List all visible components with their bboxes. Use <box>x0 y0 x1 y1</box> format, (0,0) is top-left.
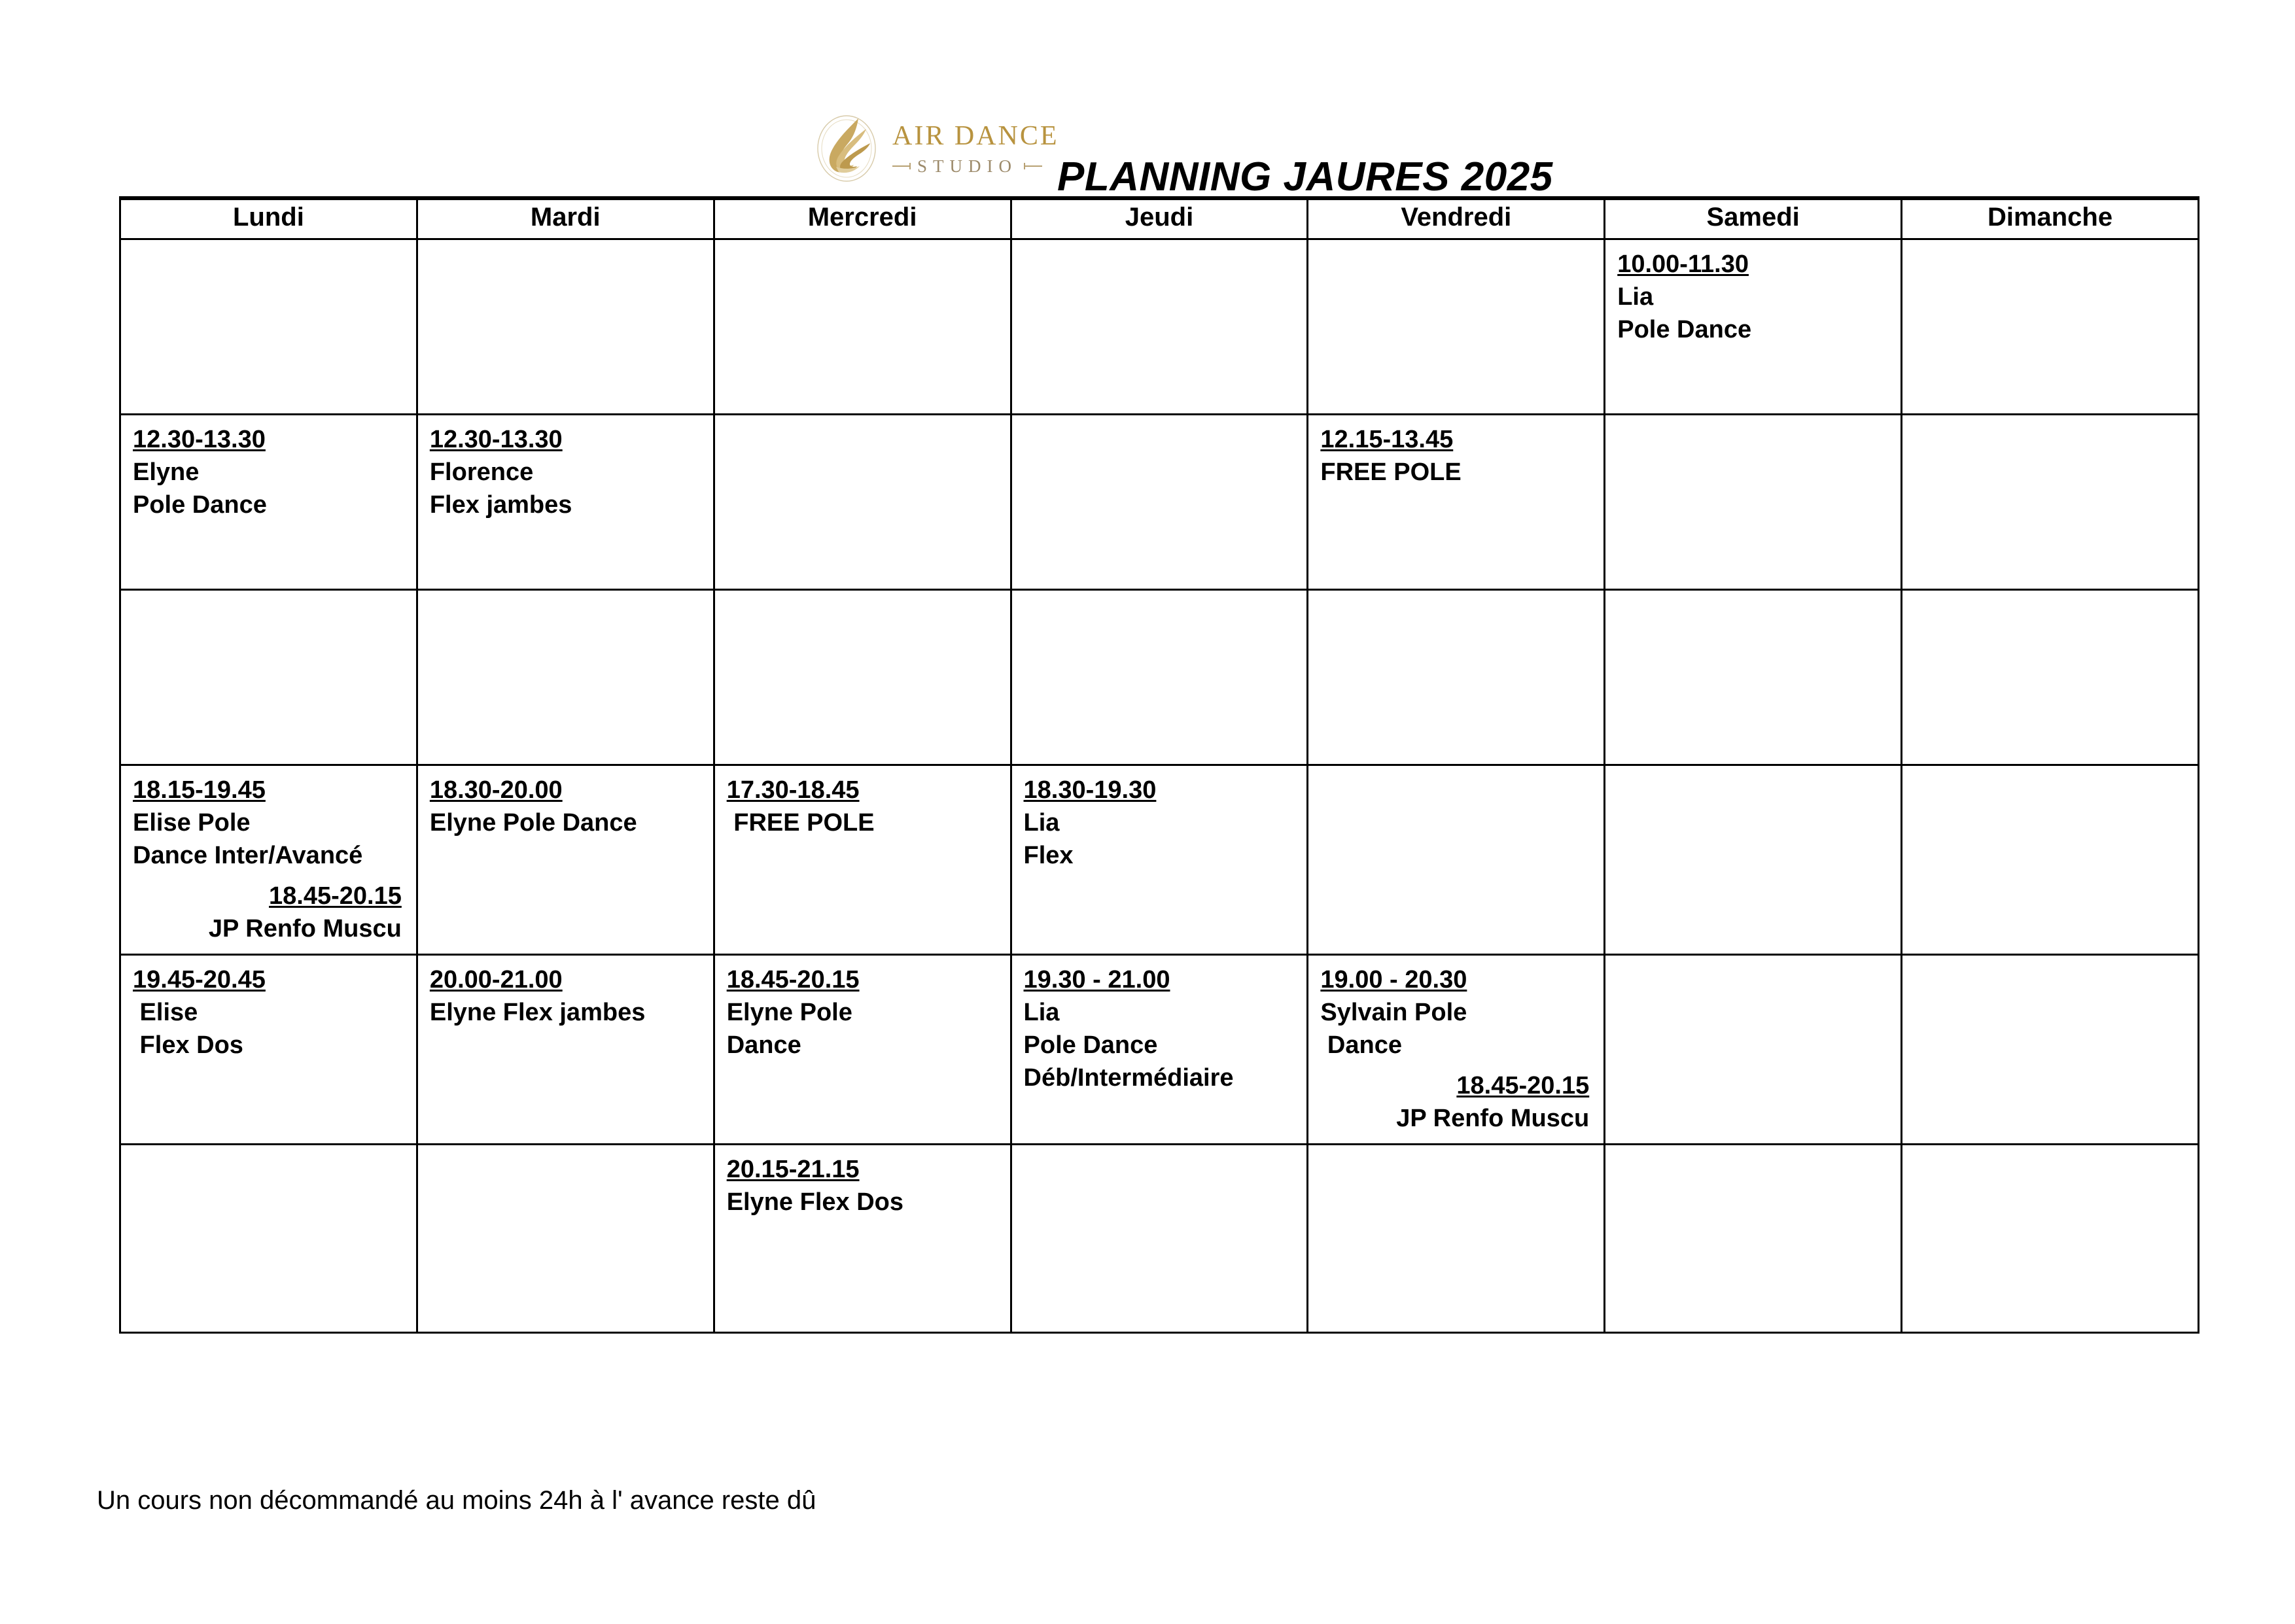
class-detail-line: Dance <box>1320 1031 1402 1059</box>
schedule-cell-lundi[interactable] <box>120 239 417 414</box>
class-entry[interactable] <box>727 1153 1010 1218</box>
schedule-cell-samedi[interactable] <box>1605 414 1902 589</box>
schedule-cell-jeudi[interactable] <box>1011 414 1308 589</box>
cell-content <box>1308 591 1603 598</box>
class-time: 18.15-19.45 <box>133 776 266 804</box>
cell-content <box>715 415 1010 423</box>
class-detail-line: Flex jambes <box>429 491 572 519</box>
schedule-cell-dimanche[interactable] <box>1902 765 2199 954</box>
class-detail-line: Pole Dance <box>1023 1031 1158 1059</box>
logo-brand-sub: STUDIO <box>917 156 1017 176</box>
logo-brand-name: AIR DANCE <box>892 120 1059 151</box>
class-time: 18.30-20.00 <box>429 776 563 804</box>
schedule-body <box>120 239 2199 1332</box>
schedule-cell-samedi[interactable] <box>1605 1144 1902 1332</box>
page-header <box>0 0 2295 199</box>
schedule-cell-vendredi[interactable] <box>1308 239 1605 414</box>
cell-content <box>715 766 1010 839</box>
class-detail-line: Déb/Intermédiaire <box>1023 1063 1234 1092</box>
day-header-row <box>120 198 2199 239</box>
logo-dash-right-icon <box>1025 165 1042 167</box>
schedule-cell-dimanche[interactable] <box>1902 1144 2199 1332</box>
schedule-cell-jeudi[interactable] <box>1011 239 1308 414</box>
schedule-cell-lundi[interactable] <box>120 414 417 589</box>
class-entry[interactable] <box>1320 1069 1603 1135</box>
class-detail-line: Lia <box>1617 283 1654 311</box>
schedule-row <box>120 589 2199 765</box>
cell-content <box>418 240 713 248</box>
cell-content <box>1308 956 1603 1135</box>
schedule-cell-vendredi[interactable] <box>1308 765 1605 954</box>
day-header-lundi: Lundi <box>120 198 417 239</box>
schedule-cell-vendredi[interactable] <box>1308 414 1605 589</box>
class-time: 20.15-21.15 <box>726 1155 860 1183</box>
cell-content <box>418 766 713 839</box>
schedule-cell-jeudi[interactable] <box>1011 954 1308 1144</box>
schedule-cell-dimanche[interactable] <box>1902 954 2199 1144</box>
cell-content <box>1902 591 2198 598</box>
class-detail-line: FREE POLE <box>726 808 875 837</box>
cell-content <box>418 1145 713 1153</box>
schedule-cell-mercredi[interactable] <box>714 765 1011 954</box>
class-entry[interactable] <box>430 963 713 1029</box>
page-title: PLANNING JAURES 2025 <box>1057 154 1553 199</box>
cell-content <box>1012 956 1307 1095</box>
class-entry[interactable] <box>1320 963 1603 1062</box>
class-detail-line: Elyne <box>133 458 200 486</box>
class-time: 18.45-20.15 <box>726 965 860 993</box>
schedule-cell-jeudi[interactable] <box>1011 765 1308 954</box>
day-header-vendredi: Vendredi <box>1308 198 1605 239</box>
class-detail-line: JP Renfo Muscu <box>208 915 402 943</box>
schedule-cell-samedi[interactable] <box>1605 765 1902 954</box>
schedule-cell-mercredi[interactable] <box>714 1144 1011 1332</box>
cell-content <box>121 956 416 1062</box>
schedule-row <box>120 239 2199 414</box>
class-time: 18.30-19.30 <box>1023 776 1157 804</box>
class-entry[interactable] <box>430 774 713 839</box>
class-time: 19.45-20.45 <box>133 965 266 993</box>
class-time: 18.45-20.15 <box>1456 1071 1590 1099</box>
cell-content <box>1012 1145 1307 1153</box>
cell-content <box>1605 1145 1901 1153</box>
schedule-cell-mardi[interactable] <box>417 414 714 589</box>
cell-content <box>1605 415 1901 423</box>
class-detail-line: Dance <box>726 1031 801 1059</box>
class-detail-line: Florence <box>429 458 534 486</box>
cell-content <box>715 591 1010 598</box>
schedule-cell-samedi[interactable] <box>1605 589 1902 765</box>
schedule-cell-lundi[interactable] <box>120 765 417 954</box>
class-entry[interactable] <box>727 774 1010 839</box>
class-entry[interactable] <box>133 963 416 1062</box>
class-detail-line: Elise <box>133 998 198 1026</box>
cell-content <box>1902 240 2198 248</box>
cell-content <box>1605 956 1901 963</box>
schedule-cell-samedi[interactable] <box>1605 954 1902 1144</box>
schedule-cell-mardi[interactable] <box>417 589 714 765</box>
class-entry[interactable] <box>1320 423 1603 489</box>
cell-content <box>1012 591 1307 598</box>
schedule-cell-mercredi[interactable] <box>714 589 1011 765</box>
schedule-cell-mardi[interactable] <box>417 1144 714 1332</box>
cell-content <box>121 591 416 598</box>
schedule-row <box>120 1144 2199 1332</box>
feather-wing-logo-icon <box>810 109 888 188</box>
class-detail-line: Flex Dos <box>133 1031 243 1059</box>
schedule-row <box>120 765 2199 954</box>
class-time: 20.00-21.00 <box>429 965 563 993</box>
class-detail-line: Elyne Pole Dance <box>429 808 637 837</box>
class-detail-line: Elyne Pole <box>726 998 852 1026</box>
schedule-cell-mardi[interactable] <box>417 954 714 1144</box>
schedule-cell-dimanche[interactable] <box>1902 239 2199 414</box>
cell-content <box>715 1145 1010 1218</box>
class-time: 17.30-18.45 <box>726 776 860 804</box>
cell-content <box>1605 766 1901 774</box>
class-time: 19.00 - 20.30 <box>1320 965 1467 993</box>
cell-content <box>1605 240 1901 346</box>
class-detail-line: Lia <box>1023 808 1060 837</box>
class-time: 18.45-20.15 <box>269 882 402 910</box>
class-detail-line: Elyne Flex jambes <box>429 998 646 1026</box>
cell-content <box>1902 956 2198 963</box>
class-entry[interactable] <box>133 880 416 945</box>
day-header-samedi: Samedi <box>1605 198 1902 239</box>
cell-content <box>418 956 713 1029</box>
cell-content <box>1902 766 2198 774</box>
class-detail-line: FREE POLE <box>1320 458 1462 486</box>
cell-content <box>1902 415 2198 423</box>
cell-content <box>121 240 416 248</box>
schedule-cell-vendredi[interactable] <box>1308 589 1605 765</box>
class-entry[interactable] <box>1617 248 1901 346</box>
day-header-mardi: Mardi <box>417 198 714 239</box>
schedule-cell-lundi[interactable] <box>120 954 417 1144</box>
cell-content <box>1308 240 1603 248</box>
class-entry[interactable] <box>727 963 1010 1062</box>
cell-content <box>1902 1145 2198 1153</box>
air-dance-studio-logo <box>810 107 1059 190</box>
schedule-cell-samedi[interactable] <box>1605 239 1902 414</box>
cell-content <box>715 240 1010 248</box>
cell-content <box>418 415 713 521</box>
cell-content <box>1605 591 1901 598</box>
schedule-cell-jeudi[interactable] <box>1011 1144 1308 1332</box>
cell-content <box>121 415 416 521</box>
schedule-cell-lundi[interactable] <box>120 589 417 765</box>
schedule-cell-mercredi[interactable] <box>714 954 1011 1144</box>
schedule-cell-lundi[interactable] <box>120 1144 417 1332</box>
cell-content <box>1012 415 1307 423</box>
class-detail-line: Elise Pole <box>133 808 251 837</box>
class-entry[interactable] <box>1024 774 1307 872</box>
class-time: 19.30 - 21.00 <box>1023 965 1170 993</box>
class-entry[interactable] <box>133 774 416 872</box>
schedule-cell-jeudi[interactable] <box>1011 589 1308 765</box>
day-header-mercredi: Mercredi <box>714 198 1011 239</box>
cell-content <box>1012 240 1307 248</box>
cell-content <box>1308 1145 1603 1153</box>
class-detail-line: Elyne Flex Dos <box>726 1188 904 1216</box>
schedule-cell-mercredi[interactable] <box>714 239 1011 414</box>
class-entry[interactable] <box>1024 963 1307 1095</box>
day-header-dimanche: Dimanche <box>1902 198 2199 239</box>
class-time: 10.00-11.30 <box>1617 250 1749 278</box>
schedule-cell-mardi[interactable] <box>417 765 714 954</box>
schedule-cell-vendredi[interactable] <box>1308 954 1605 1144</box>
schedule-cell-mardi[interactable] <box>417 239 714 414</box>
schedule-row <box>120 414 2199 589</box>
cell-content <box>1308 415 1603 489</box>
class-detail-line: Pole Dance <box>1617 315 1752 343</box>
class-entry[interactable] <box>133 423 416 521</box>
schedule-cell-vendredi[interactable] <box>1308 1144 1605 1332</box>
logo-studio-row <box>892 158 1059 175</box>
cell-content <box>121 1145 416 1153</box>
cancellation-policy-note: Un cours non décommandé au moins 24h à l' avance reste dû <box>97 1486 816 1515</box>
cell-content <box>1012 766 1307 872</box>
cell-content <box>715 956 1010 1062</box>
class-detail-line: Lia <box>1023 998 1060 1026</box>
cell-content <box>418 591 713 598</box>
schedule-cell-dimanche[interactable] <box>1902 589 2199 765</box>
class-detail-line: Flex <box>1023 841 1074 869</box>
class-time: 12.30-13.30 <box>429 425 563 453</box>
class-time: 12.15-13.45 <box>1320 425 1454 453</box>
cell-content <box>121 766 416 946</box>
class-detail-line: Pole Dance <box>133 491 267 519</box>
schedule-cell-mercredi[interactable] <box>714 414 1011 589</box>
class-time: 12.30-13.30 <box>133 425 266 453</box>
weekly-schedule-table <box>119 196 2199 1334</box>
schedule-row <box>120 954 2199 1144</box>
day-header-jeudi: Jeudi <box>1011 198 1308 239</box>
class-detail-line: Dance Inter/Avancé <box>133 841 363 869</box>
schedule-cell-dimanche[interactable] <box>1902 414 2199 589</box>
class-detail-line: Sylvain Pole <box>1320 998 1467 1026</box>
class-entry[interactable] <box>430 423 713 521</box>
class-detail-line: JP Renfo Muscu <box>1396 1105 1590 1133</box>
logo-dash-left-icon <box>892 165 909 167</box>
cell-content <box>1308 766 1603 774</box>
